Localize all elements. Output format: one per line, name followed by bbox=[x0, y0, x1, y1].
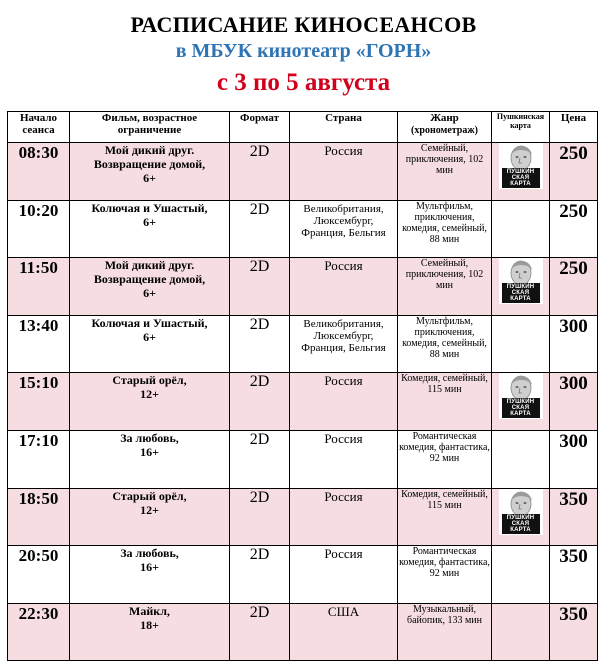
age-rating: 18+ bbox=[140, 617, 159, 632]
col-header-genre bbox=[398, 112, 492, 143]
format-cell: 2D bbox=[230, 488, 290, 546]
genre-cell: Романтическая комедия, фантастика, 92 мин bbox=[398, 430, 492, 488]
session-time: 15:10 bbox=[8, 373, 70, 431]
session-time: 10:20 bbox=[8, 200, 70, 258]
country-cell: Россия bbox=[290, 258, 398, 316]
country-cell: Россия bbox=[290, 488, 398, 546]
table-header-row bbox=[8, 112, 598, 143]
pushkin-card-cell bbox=[492, 546, 550, 604]
price-cell: 350 bbox=[550, 488, 598, 546]
table-row bbox=[8, 546, 598, 604]
age-rating: 12+ bbox=[140, 502, 159, 517]
price-cell: 350 bbox=[550, 546, 598, 604]
col-header-genre-sub: (хронометраж) bbox=[411, 125, 478, 136]
venue-subtitle: в МБУК кинотеатр «ГОРН» bbox=[175, 40, 432, 62]
country-cell: Россия bbox=[290, 373, 398, 431]
price-cell: 250 bbox=[550, 258, 598, 316]
film-title: Колючая и Ушастый, bbox=[91, 200, 208, 215]
pushkin-card-cell bbox=[492, 603, 550, 661]
format-cell: 2D bbox=[230, 200, 290, 258]
col-header-film: Фильм, возрастное ограничение bbox=[70, 112, 230, 143]
col-header-country: Страна bbox=[290, 112, 398, 143]
table-row bbox=[8, 315, 598, 373]
film-title: За любовь, bbox=[120, 546, 179, 561]
date-range: с 3 по 5 августа bbox=[216, 69, 391, 96]
table-row bbox=[8, 488, 598, 546]
genre-cell: Мультфильм, приключения, комедия, семейный, 88 мин bbox=[398, 315, 492, 373]
session-time: 22:30 bbox=[8, 603, 70, 661]
film-title: Мой дикий друг. Возвращение домой, bbox=[93, 143, 206, 171]
pushkin-card-icon bbox=[499, 143, 543, 189]
age-rating: 12+ bbox=[140, 387, 159, 402]
pushkin-card-icon bbox=[499, 258, 543, 304]
price-cell: 350 bbox=[550, 603, 598, 661]
age-rating: 16+ bbox=[140, 560, 159, 575]
format-cell: 2D bbox=[230, 315, 290, 373]
genre-cell: Семейный, приключения, 102 мин bbox=[398, 143, 492, 201]
film-cell bbox=[70, 143, 230, 201]
country-cell: Россия bbox=[290, 143, 398, 201]
table-row bbox=[8, 258, 598, 316]
genre-cell: Семейный, приключения, 102 мин bbox=[398, 258, 492, 316]
age-rating: 16+ bbox=[140, 444, 159, 459]
price-cell: 250 bbox=[550, 200, 598, 258]
format-cell: 2D bbox=[230, 258, 290, 316]
genre-cell: Романтическая комедия, фантастика, 92 мин bbox=[398, 546, 492, 604]
age-rating: 6+ bbox=[143, 286, 156, 301]
pushkin-card-icon bbox=[499, 489, 543, 535]
format-cell: 2D bbox=[230, 546, 290, 604]
film-cell bbox=[70, 373, 230, 431]
pushkin-card-logo-text: ПУШКИН СКАЯ КАРТА bbox=[502, 168, 540, 188]
genre-cell: Комедия, семейный, 115 мин bbox=[398, 373, 492, 431]
film-title: Старый орёл, bbox=[112, 488, 187, 503]
pushkin-card-cell bbox=[492, 143, 550, 201]
col-header-price: Цена bbox=[550, 112, 598, 143]
table-row bbox=[8, 603, 598, 661]
age-rating: 6+ bbox=[143, 214, 156, 229]
country-cell: Великобритания, Люксембург, Франция, Бельгия bbox=[290, 315, 398, 373]
pushkin-card-logo-text: ПУШКИН СКАЯ КАРТА bbox=[502, 283, 540, 303]
pushkin-card-logo-text: ПУШКИН СКАЯ КАРТА bbox=[502, 398, 540, 418]
age-rating: 6+ bbox=[143, 171, 156, 185]
genre-cell: Музыкальный, байопик, 133 мин bbox=[398, 603, 492, 661]
pushkin-card-cell bbox=[492, 200, 550, 258]
pushkin-card-cell bbox=[492, 373, 550, 431]
session-time: 17:10 bbox=[8, 430, 70, 488]
film-title: Мой дикий друг. Возвращение домой, bbox=[93, 258, 206, 287]
col-header-genre-label: Жанр bbox=[430, 112, 459, 124]
price-cell: 250 bbox=[550, 143, 598, 201]
film-cell bbox=[70, 315, 230, 373]
format-cell: 2D bbox=[230, 603, 290, 661]
film-cell bbox=[70, 430, 230, 488]
film-title: За любовь, bbox=[120, 430, 179, 445]
film-cell bbox=[70, 200, 230, 258]
pushkin-card-icon bbox=[499, 373, 543, 419]
genre-cell: Комедия, семейный, 115 мин bbox=[398, 488, 492, 546]
country-cell: Великобритания, Люксембург, Франция, Бельгия bbox=[290, 200, 398, 258]
table-row bbox=[8, 373, 598, 431]
film-cell bbox=[70, 546, 230, 604]
pushkin-card-cell bbox=[492, 430, 550, 488]
table-row bbox=[8, 430, 598, 488]
session-time: 13:40 bbox=[8, 315, 70, 373]
format-cell: 2D bbox=[230, 430, 290, 488]
pushkin-card-cell bbox=[492, 488, 550, 546]
film-cell bbox=[70, 258, 230, 316]
col-header-pushkin: Пушкинская карта bbox=[492, 112, 550, 143]
film-cell bbox=[70, 603, 230, 661]
format-cell: 2D bbox=[230, 143, 290, 201]
price-cell: 300 bbox=[550, 315, 598, 373]
country-cell: Россия bbox=[290, 546, 398, 604]
schedule-table bbox=[7, 111, 598, 661]
country-cell: Россия bbox=[290, 430, 398, 488]
price-cell: 300 bbox=[550, 430, 598, 488]
session-time: 18:50 bbox=[8, 488, 70, 546]
age-rating: 6+ bbox=[143, 329, 156, 344]
price-cell: 300 bbox=[550, 373, 598, 431]
table-row bbox=[8, 143, 598, 201]
format-cell: 2D bbox=[230, 373, 290, 431]
session-time: 20:50 bbox=[8, 546, 70, 604]
table-row bbox=[8, 200, 598, 258]
film-title: Колючая и Ушастый, bbox=[91, 315, 208, 330]
film-cell bbox=[70, 488, 230, 546]
page-title: РАСПИСАНИЕ КИНОСЕАНСОВ bbox=[130, 12, 477, 37]
film-title: Майкл, bbox=[129, 603, 170, 618]
genre-cell: Мультфильм, приключения, комедия, семейный, 88 мин bbox=[398, 200, 492, 258]
country-cell: США bbox=[290, 603, 398, 661]
pushkin-card-cell bbox=[492, 315, 550, 373]
session-time: 08:30 bbox=[8, 143, 70, 201]
col-header-time: Начало сеанса bbox=[8, 112, 70, 143]
pushkin-card-cell bbox=[492, 258, 550, 316]
pushkin-card-logo-text: ПУШКИН СКАЯ КАРТА bbox=[502, 514, 540, 534]
session-time: 11:50 bbox=[8, 258, 70, 316]
col-header-format: Формат bbox=[230, 112, 290, 143]
film-title: Старый орёл, bbox=[112, 373, 187, 388]
